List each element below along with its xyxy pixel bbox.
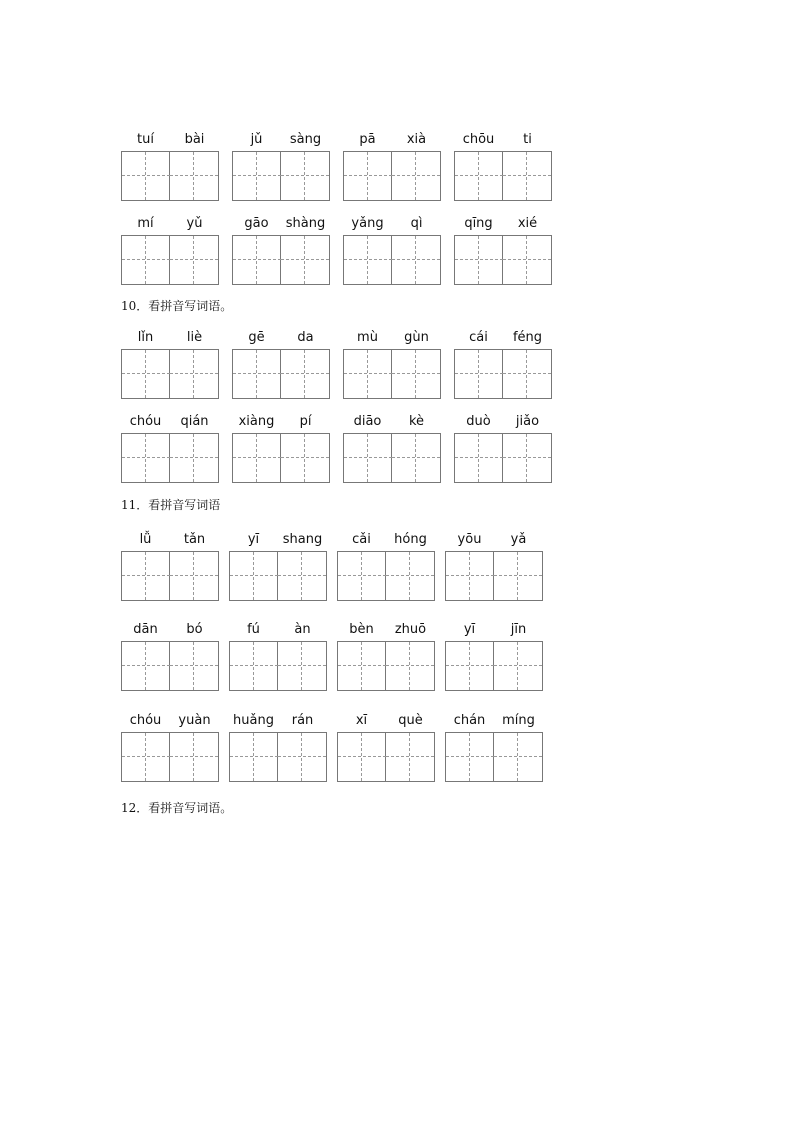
guide-line-vertical [526,152,527,200]
pinyin-label: qīng [464,216,493,231]
guide-line-horizontal [170,756,218,757]
guide-line-vertical [256,434,257,482]
writing-cell[interactable] [455,152,503,200]
guide-line-vertical [469,642,470,690]
guide-line-vertical [145,236,146,284]
writing-cell[interactable] [281,236,329,284]
guide-line-vertical [517,642,518,690]
writing-cell[interactable] [122,236,170,284]
guide-line-horizontal [386,575,434,576]
guide-line-vertical [409,642,410,690]
writing-cell[interactable] [233,236,281,284]
writing-grid [445,551,543,601]
guide-line-horizontal [344,373,392,374]
guide-line-horizontal [170,175,218,176]
guide-line-horizontal [122,575,170,576]
pinyin-label: xiàng [238,414,275,429]
guide-line-vertical [193,152,194,200]
pinyin-label: yī [247,532,260,547]
pinyin-word [343,215,441,285]
guide-line-horizontal [455,373,503,374]
writing-cell[interactable] [392,152,440,200]
pinyin-word [343,413,441,483]
guide-line-vertical [301,733,302,781]
guide-line-horizontal [386,665,434,666]
pinyin-label: fú [247,622,260,637]
writing-cell[interactable] [455,350,503,398]
guide-line-vertical [145,152,146,200]
pinyin-word [121,131,219,201]
guide-line-vertical [193,434,194,482]
writing-cell[interactable] [278,733,326,781]
pinyin-label: gùn [404,330,429,345]
guide-line-horizontal [122,665,170,666]
guide-line-horizontal [494,575,542,576]
pinyin-label: shàng [285,216,326,231]
pinyin-word [343,329,441,399]
pinyin-word [445,712,543,782]
pinyin-label: chōu [462,132,495,147]
writing-cell[interactable] [392,236,440,284]
guide-line-vertical [478,350,479,398]
pinyin-label: chóu [129,713,162,728]
pinyin-label: tuí [137,132,154,147]
guide-line-vertical [409,733,410,781]
guide-line-vertical [193,236,194,284]
pinyin-word [121,531,219,601]
pinyin-label: qián [180,414,209,429]
guide-line-vertical [409,552,410,600]
pinyin-label: dān [133,622,158,637]
pinyin-word [337,621,435,691]
pinyin-word [121,712,219,782]
pinyin-label: yōu [457,532,482,547]
guide-line-vertical [469,552,470,600]
writing-cell[interactable] [170,642,218,690]
writing-cell[interactable] [338,552,386,600]
pinyin-label: jiǎo [515,414,540,429]
guide-line-vertical [301,552,302,600]
pinyin-word [454,329,552,399]
pinyin-label: xià [406,132,427,147]
question-11-heading: 11．看拼音写词语 [121,498,221,512]
guide-line-vertical [145,733,146,781]
pinyin-word [121,413,219,483]
writing-cell[interactable] [233,350,281,398]
guide-line-vertical [301,642,302,690]
guide-line-vertical [367,350,368,398]
guide-line-vertical [256,350,257,398]
pinyin-label: diāo [353,414,382,429]
writing-cell[interactable] [503,350,551,398]
guide-line-horizontal [338,665,386,666]
pinyin-word [343,131,441,201]
guide-line-horizontal [233,259,281,260]
guide-line-vertical [361,642,362,690]
guide-line-horizontal [233,175,281,176]
writing-cell[interactable] [494,642,542,690]
guide-line-vertical [304,152,305,200]
writing-grid [343,151,441,201]
writing-cell[interactable] [233,152,281,200]
writing-cell[interactable] [446,552,494,600]
pinyin-label: mù [357,330,378,345]
pinyin-label: huǎng [233,713,274,728]
guide-line-horizontal [446,665,494,666]
guide-line-horizontal [455,259,503,260]
writing-cell[interactable] [170,350,218,398]
guide-line-horizontal [392,259,440,260]
writing-grid [121,641,219,691]
pinyin-label: liè [186,330,203,345]
pinyin-word [445,531,543,601]
writing-cell[interactable] [233,434,281,482]
writing-cell[interactable] [278,552,326,600]
guide-line-horizontal [503,457,551,458]
question-12-heading: 12．看拼音写词语。 [121,801,233,815]
writing-grid [121,433,219,483]
writing-grid [337,732,435,782]
guide-line-vertical [367,152,368,200]
writing-grid [232,151,330,201]
guide-line-horizontal [494,665,542,666]
pinyin-word [337,712,435,782]
writing-cell[interactable] [455,434,503,482]
guide-line-vertical [304,350,305,398]
writing-cell[interactable] [170,552,218,600]
writing-cell[interactable] [170,733,218,781]
writing-cell[interactable] [230,642,278,690]
guide-line-vertical [478,152,479,200]
guide-line-horizontal [392,457,440,458]
pinyin-label: rán [291,713,314,728]
writing-grid [343,349,441,399]
guide-line-vertical [469,733,470,781]
writing-grid [445,641,543,691]
guide-line-horizontal [230,756,278,757]
writing-cell[interactable] [338,733,386,781]
pinyin-label: bài [184,132,205,147]
writing-cell[interactable] [392,350,440,398]
guide-line-vertical [193,733,194,781]
question-10-heading: 10．看拼音写词语。 [121,299,233,313]
guide-line-vertical [517,552,518,600]
guide-line-vertical [145,642,146,690]
writing-grid [121,551,219,601]
writing-cell[interactable] [122,733,170,781]
pinyin-word [454,215,552,285]
writing-grid [121,732,219,782]
guide-line-horizontal [281,373,329,374]
writing-grid [454,151,552,201]
pinyin-word [232,413,330,483]
guide-line-horizontal [386,756,434,757]
guide-line-horizontal [278,575,326,576]
guide-line-vertical [193,552,194,600]
writing-cell[interactable] [122,552,170,600]
guide-line-vertical [415,152,416,200]
guide-line-vertical [253,642,254,690]
pinyin-label: gāo [244,216,269,231]
writing-cell[interactable] [170,236,218,284]
writing-cell[interactable] [344,236,392,284]
pinyin-word [454,131,552,201]
pinyin-label: pā [359,132,376,147]
guide-line-vertical [517,733,518,781]
guide-line-horizontal [455,175,503,176]
writing-cell[interactable] [338,642,386,690]
pinyin-label: lǚ [139,532,152,547]
writing-grid [121,235,219,285]
pinyin-label: sàng [289,132,322,147]
guide-line-horizontal [446,756,494,757]
guide-line-horizontal [338,756,386,757]
guide-line-horizontal [455,457,503,458]
guide-line-horizontal [281,259,329,260]
pinyin-word [232,131,330,201]
guide-line-vertical [415,236,416,284]
pinyin-label: duò [466,414,491,429]
pinyin-word [337,531,435,601]
writing-cell[interactable] [386,642,434,690]
writing-cell[interactable] [392,434,440,482]
guide-line-horizontal [122,457,170,458]
writing-cell[interactable] [446,642,494,690]
guide-line-vertical [304,236,305,284]
writing-cell[interactable] [122,152,170,200]
guide-line-horizontal [170,575,218,576]
writing-grid [121,349,219,399]
pinyin-word [445,621,543,691]
guide-line-horizontal [278,756,326,757]
pinyin-label: cái [469,330,488,345]
guide-line-vertical [253,733,254,781]
pinyin-word [229,712,327,782]
guide-line-vertical [361,552,362,600]
guide-line-horizontal [230,665,278,666]
writing-grid [121,151,219,201]
pinyin-label: hóng [394,532,427,547]
writing-cell[interactable] [494,552,542,600]
pinyin-label: tǎn [183,532,206,547]
writing-cell[interactable] [344,434,392,482]
writing-grid [229,732,327,782]
guide-line-horizontal [494,756,542,757]
pinyin-word [229,621,327,691]
guide-line-horizontal [170,665,218,666]
writing-cell[interactable] [122,350,170,398]
pinyin-label: gē [248,330,265,345]
writing-cell[interactable] [446,733,494,781]
pinyin-label: jīn [510,622,527,637]
writing-grid [343,235,441,285]
writing-cell[interactable] [503,434,551,482]
guide-line-horizontal [278,665,326,666]
guide-line-horizontal [281,457,329,458]
guide-line-vertical [526,236,527,284]
guide-line-vertical [361,733,362,781]
guide-line-horizontal [344,457,392,458]
guide-line-vertical [253,552,254,600]
pinyin-word [454,413,552,483]
pinyin-label: yī [463,622,476,637]
writing-cell[interactable] [281,152,329,200]
pinyin-label: yǔ [186,216,203,231]
writing-cell[interactable] [170,434,218,482]
guide-line-horizontal [122,373,170,374]
writing-cell[interactable] [503,236,551,284]
pinyin-label: qì [410,216,423,231]
pinyin-label: lǐn [137,330,154,345]
pinyin-label: bèn [349,622,374,637]
writing-cell[interactable] [230,552,278,600]
pinyin-label: shang [282,532,323,547]
writing-cell[interactable] [281,434,329,482]
guide-line-horizontal [170,457,218,458]
writing-grid [232,433,330,483]
writing-cell[interactable] [344,152,392,200]
guide-line-vertical [304,434,305,482]
guide-line-horizontal [281,175,329,176]
pinyin-label: pí [299,414,312,429]
guide-line-horizontal [122,756,170,757]
writing-grid [232,235,330,285]
pinyin-word [232,215,330,285]
writing-grid [454,433,552,483]
writing-cell[interactable] [122,434,170,482]
writing-grid [337,551,435,601]
pinyin-label: mí [137,216,154,231]
pinyin-label: da [297,330,314,345]
writing-cell[interactable] [386,733,434,781]
pinyin-label: míng [502,713,535,728]
pinyin-label: yǎ [510,532,527,547]
writing-cell[interactable] [278,642,326,690]
guide-line-horizontal [503,259,551,260]
guide-line-vertical [193,350,194,398]
guide-line-horizontal [170,259,218,260]
writing-grid [454,349,552,399]
writing-grid [343,433,441,483]
guide-line-horizontal [122,259,170,260]
writing-grid [232,349,330,399]
writing-cell[interactable] [503,152,551,200]
guide-line-horizontal [392,175,440,176]
writing-cell[interactable] [170,152,218,200]
pinyin-label: zhuō [394,622,427,637]
guide-line-vertical [415,434,416,482]
guide-line-horizontal [230,575,278,576]
pinyin-label: xī [355,713,368,728]
guide-line-horizontal [503,373,551,374]
pinyin-word [232,329,330,399]
guide-line-vertical [145,552,146,600]
writing-grid [454,235,552,285]
writing-grid [337,641,435,691]
guide-line-vertical [415,350,416,398]
pinyin-label: què [398,713,423,728]
pinyin-label: xié [517,216,538,231]
pinyin-label: chán [453,713,486,728]
pinyin-word [229,531,327,601]
writing-grid [229,551,327,601]
guide-line-vertical [478,236,479,284]
guide-line-vertical [145,434,146,482]
guide-line-vertical [256,236,257,284]
guide-line-vertical [145,350,146,398]
guide-line-horizontal [344,175,392,176]
guide-line-horizontal [233,373,281,374]
pinyin-label: bó [186,622,203,637]
guide-line-vertical [526,434,527,482]
writing-cell[interactable] [122,642,170,690]
pinyin-label: féng [512,330,543,345]
writing-cell[interactable] [455,236,503,284]
guide-line-horizontal [338,575,386,576]
pinyin-label: chóu [129,414,162,429]
guide-line-horizontal [170,373,218,374]
writing-cell[interactable] [344,350,392,398]
guide-line-vertical [367,434,368,482]
guide-line-horizontal [503,175,551,176]
pinyin-label: cǎi [352,532,371,547]
guide-line-horizontal [122,175,170,176]
writing-cell[interactable] [281,350,329,398]
guide-line-vertical [256,152,257,200]
guide-line-horizontal [344,259,392,260]
guide-line-horizontal [446,575,494,576]
pinyin-label: ti [523,132,532,147]
guide-line-horizontal [392,373,440,374]
guide-line-vertical [478,434,479,482]
guide-line-vertical [193,642,194,690]
writing-cell[interactable] [386,552,434,600]
writing-cell[interactable] [230,733,278,781]
guide-line-vertical [526,350,527,398]
pinyin-label: yuàn [178,713,211,728]
pinyin-label: àn [294,622,311,637]
pinyin-word [121,215,219,285]
writing-grid [229,641,327,691]
writing-cell[interactable] [494,733,542,781]
writing-grid [445,732,543,782]
pinyin-label: jǔ [250,132,263,147]
pinyin-label: kè [408,414,425,429]
pinyin-word [121,329,219,399]
pinyin-label: yǎng [351,216,384,231]
guide-line-vertical [367,236,368,284]
pinyin-word [121,621,219,691]
guide-line-horizontal [233,457,281,458]
